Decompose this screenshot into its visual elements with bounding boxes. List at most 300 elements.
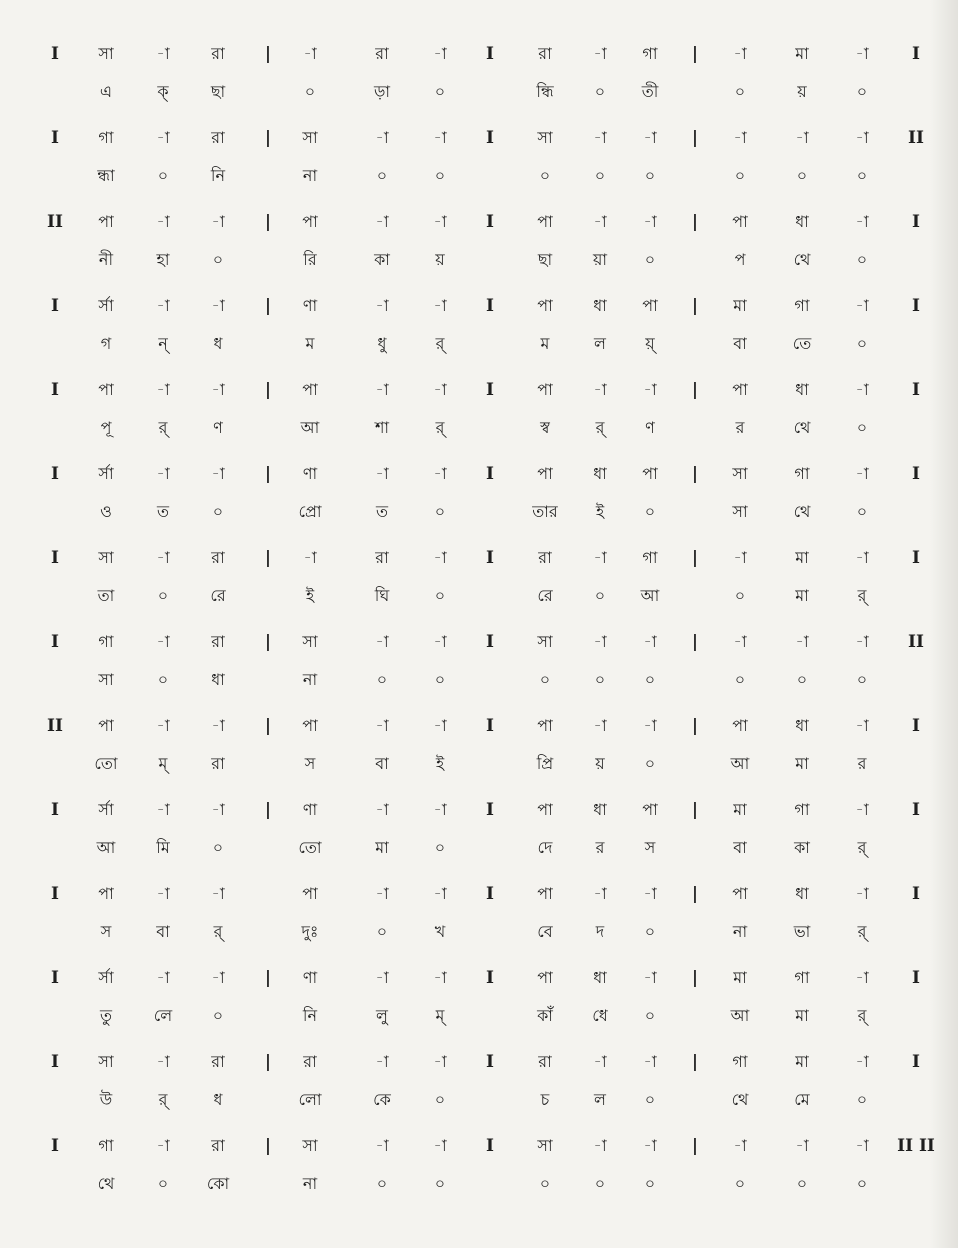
swara-note: -া xyxy=(593,128,607,147)
lyric-syllable: ০ xyxy=(856,1090,868,1109)
lyric-syllable: ০ xyxy=(212,838,224,857)
lyric-syllable: রি xyxy=(303,250,317,269)
swara-note: পা xyxy=(537,296,553,315)
swara-note: রা xyxy=(211,44,225,63)
lyric-row xyxy=(0,748,958,780)
lyric-syllable: পূ xyxy=(100,418,112,437)
lyric-syllable: ০ xyxy=(157,670,169,689)
lyric-syllable: মা xyxy=(375,838,389,857)
swara-note: -া xyxy=(643,1136,657,1155)
swara-note: -া xyxy=(375,968,389,987)
lyric-syllable: আ xyxy=(640,586,660,605)
bar-line: II xyxy=(47,716,63,736)
lyric-syllable: য় xyxy=(595,754,605,773)
swara-note: পা xyxy=(537,212,553,231)
lyric-syllable: রা xyxy=(211,754,225,773)
bar-line: I xyxy=(51,548,59,568)
lyric-syllable: সা xyxy=(98,670,114,689)
lyric-syllable: মা xyxy=(795,754,809,773)
lyric-syllable: বা xyxy=(375,754,389,773)
bar-line: I xyxy=(486,1052,494,1072)
swara-note: রা xyxy=(211,1136,225,1155)
swara-note: -া xyxy=(593,1136,607,1155)
swara-note: -া xyxy=(156,212,170,231)
lyric-syllable: ০ xyxy=(594,1174,606,1193)
lyric-syllable: ঘি xyxy=(374,586,390,605)
swara-row xyxy=(0,290,958,322)
swara-note: গা xyxy=(642,44,658,63)
swara-note: -া xyxy=(593,1052,607,1071)
lyric-syllable: ০ xyxy=(856,502,868,521)
swara-note: গা xyxy=(98,128,114,147)
swara-note: পা xyxy=(302,212,318,231)
lyric-syllable: মি xyxy=(156,838,170,857)
bar-line: | xyxy=(691,1052,699,1072)
lyric-syllable: শা xyxy=(374,418,390,437)
lyric-syllable: ০ xyxy=(212,1006,224,1025)
swara-note: -া xyxy=(643,968,657,987)
swara-row xyxy=(0,794,958,826)
lyric-syllable: ০ xyxy=(434,838,446,857)
lyric-syllable: ০ xyxy=(796,670,808,689)
swara-note: -া xyxy=(156,1136,170,1155)
lyric-syllable: য় xyxy=(797,82,807,101)
swara-row xyxy=(0,962,958,994)
swara-note: ধা xyxy=(593,464,607,483)
lyric-syllable: কো xyxy=(206,1174,230,1193)
swara-note: -া xyxy=(211,464,225,483)
swara-note: মা xyxy=(733,968,747,987)
notation-block xyxy=(0,710,958,796)
swara-note: -া xyxy=(433,1052,447,1071)
bar-line: I xyxy=(51,44,59,64)
swara-note: গা xyxy=(794,800,810,819)
bar-line: | xyxy=(691,800,699,820)
bar-line: I xyxy=(486,884,494,904)
lyric-syllable: ০ xyxy=(376,166,388,185)
bar-line: | xyxy=(264,548,272,568)
lyric-syllable: রে xyxy=(537,586,553,605)
swara-note: পা xyxy=(302,884,318,903)
lyric-syllable: য় xyxy=(435,250,445,269)
swara-note: -া xyxy=(433,464,447,483)
lyric-syllable: ক্ xyxy=(157,82,169,101)
lyric-syllable: ০ xyxy=(734,586,746,605)
lyric-syllable: ল xyxy=(594,1090,606,1109)
swara-note: মা xyxy=(795,44,809,63)
notation-block xyxy=(0,290,958,376)
swara-note: -া xyxy=(855,1136,869,1155)
bar-line: I xyxy=(912,548,920,568)
lyric-syllable: র্ xyxy=(857,586,867,605)
lyric-syllable: ০ xyxy=(539,166,551,185)
swara-note: -া xyxy=(855,1052,869,1071)
bar-line: | xyxy=(691,128,699,148)
lyric-syllable: ০ xyxy=(644,166,656,185)
swara-note: -া xyxy=(156,464,170,483)
lyric-syllable: ০ xyxy=(734,166,746,185)
lyric-syllable: কাঁ xyxy=(537,1006,553,1025)
lyric-syllable: ০ xyxy=(594,670,606,689)
lyric-syllable: য়া xyxy=(592,250,608,269)
lyric-syllable: ০ xyxy=(644,754,656,773)
bar-line: | xyxy=(691,464,699,484)
lyric-syllable: উ xyxy=(99,1090,113,1109)
lyric-syllable: প্রো xyxy=(298,502,322,521)
lyric-syllable: দে xyxy=(537,838,553,857)
swara-note: র্সা xyxy=(98,968,114,987)
lyric-syllable: চ xyxy=(540,1090,550,1109)
lyric-syllable: ০ xyxy=(644,1006,656,1025)
swara-note: -া xyxy=(433,632,447,651)
bar-line: I xyxy=(51,968,59,988)
lyric-syllable: ধ xyxy=(213,1090,223,1109)
swara-note: -া xyxy=(855,800,869,819)
bar-line: | xyxy=(691,212,699,232)
lyric-syllable: ০ xyxy=(734,82,746,101)
swara-note: ধা xyxy=(795,380,809,399)
swara-note: -া xyxy=(156,884,170,903)
swara-note: সা xyxy=(537,128,553,147)
lyric-syllable: ০ xyxy=(856,250,868,269)
bar-line: | xyxy=(691,968,699,988)
swara-note: -া xyxy=(643,380,657,399)
swara-note: পা xyxy=(732,716,748,735)
swara-note: রা xyxy=(375,548,389,567)
bar-line: I xyxy=(912,464,920,484)
swara-row xyxy=(0,1130,958,1162)
lyric-syllable: এ xyxy=(99,82,113,101)
bar-line: | xyxy=(264,296,272,316)
bar-line: I xyxy=(912,296,920,316)
lyric-syllable: খ xyxy=(434,922,446,941)
swara-note: রা xyxy=(211,548,225,567)
bar-line: | xyxy=(264,464,272,484)
swara-note: সা xyxy=(302,1136,318,1155)
lyric-syllable: তো xyxy=(94,754,118,773)
swara-note: -া xyxy=(433,548,447,567)
swara-note: ধা xyxy=(795,884,809,903)
swara-note: -া xyxy=(855,464,869,483)
swara-note: পা xyxy=(98,212,114,231)
lyric-syllable: তার xyxy=(532,502,558,521)
notation-block xyxy=(0,206,958,292)
swara-note: মা xyxy=(733,296,747,315)
swara-note: -া xyxy=(643,212,657,231)
lyric-syllable: ধা xyxy=(211,670,225,689)
lyric-row xyxy=(0,412,958,444)
swara-note: ণা xyxy=(302,968,318,987)
bar-line: I xyxy=(486,632,494,652)
bar-line: I xyxy=(51,800,59,820)
lyric-syllable: তী xyxy=(641,82,659,101)
bar-line: II II xyxy=(897,1136,935,1156)
bar-line: | xyxy=(264,632,272,652)
swara-note: গা xyxy=(98,632,114,651)
lyric-row xyxy=(0,1084,958,1116)
swara-note: -া xyxy=(643,632,657,651)
lyric-syllable: স xyxy=(100,922,112,941)
notation-block xyxy=(0,626,958,712)
lyric-syllable: ০ xyxy=(434,1090,446,1109)
lyric-syllable: র xyxy=(857,754,867,773)
bar-line: I xyxy=(486,716,494,736)
lyric-syllable: বা xyxy=(156,922,170,941)
lyric-syllable: নী xyxy=(98,250,114,269)
swara-note: পা xyxy=(642,800,658,819)
lyric-syllable: র্ xyxy=(435,418,445,437)
swara-row xyxy=(0,1046,958,1078)
lyric-syllable: ০ xyxy=(434,502,446,521)
bar-line: I xyxy=(51,1052,59,1072)
lyric-syllable: র্ xyxy=(158,1090,168,1109)
swara-note: পা xyxy=(537,800,553,819)
swara-note: পা xyxy=(302,380,318,399)
swara-note: -া xyxy=(433,380,447,399)
lyric-syllable: না xyxy=(302,1174,318,1193)
lyric-row xyxy=(0,244,958,276)
notation-block xyxy=(0,878,958,964)
lyric-syllable: ০ xyxy=(376,922,388,941)
swara-note: -া xyxy=(375,380,389,399)
swara-note: -া xyxy=(433,968,447,987)
lyric-syllable: ই xyxy=(595,502,605,521)
lyric-syllable: লু xyxy=(376,1006,388,1025)
lyric-syllable: হা xyxy=(156,250,170,269)
swara-note: র্সা xyxy=(98,464,114,483)
lyric-syllable: ০ xyxy=(594,82,606,101)
swara-note: -া xyxy=(156,44,170,63)
bar-line: I xyxy=(51,380,59,400)
swara-note: -া xyxy=(855,212,869,231)
lyric-syllable: দ xyxy=(595,922,605,941)
swara-note: -া xyxy=(855,968,869,987)
bar-line: I xyxy=(486,968,494,988)
bar-line: I xyxy=(912,380,920,400)
swara-note: ধা xyxy=(593,800,607,819)
lyric-syllable: ন্ধি xyxy=(536,82,554,101)
lyric-syllable: ও xyxy=(100,502,112,521)
bar-line: | xyxy=(264,212,272,232)
lyric-syllable: আ xyxy=(300,418,320,437)
lyric-syllable: ই xyxy=(305,586,315,605)
swara-note: -া xyxy=(593,44,607,63)
lyric-syllable: ছা xyxy=(537,250,553,269)
swara-note: -া xyxy=(433,212,447,231)
swara-note: -া xyxy=(643,884,657,903)
lyric-syllable: রে xyxy=(210,586,226,605)
swara-note: -া xyxy=(211,296,225,315)
swara-note: -া xyxy=(733,548,747,567)
swara-note: -া xyxy=(156,296,170,315)
lyric-syllable: ০ xyxy=(434,586,446,605)
swara-note: -া xyxy=(375,128,389,147)
notation-block xyxy=(0,374,958,460)
bar-line: I xyxy=(51,464,59,484)
swara-note: -া xyxy=(433,44,447,63)
swara-note: -া xyxy=(795,128,809,147)
bar-line: | xyxy=(264,716,272,736)
bar-line: | xyxy=(691,380,699,400)
bar-line: I xyxy=(486,548,494,568)
swara-row xyxy=(0,542,958,574)
lyric-syllable: ড়া xyxy=(373,82,391,101)
bar-line: | xyxy=(691,548,699,568)
lyric-row xyxy=(0,76,958,108)
lyric-syllable: ০ xyxy=(644,502,656,521)
swara-row xyxy=(0,206,958,238)
swara-note: রা xyxy=(375,44,389,63)
bar-line: | xyxy=(264,800,272,820)
lyric-syllable: ০ xyxy=(212,250,224,269)
swara-note: রা xyxy=(538,44,552,63)
lyric-syllable: ০ xyxy=(539,1174,551,1193)
bar-line: I xyxy=(486,296,494,316)
swara-note: -া xyxy=(303,44,317,63)
lyric-syllable: ০ xyxy=(434,1174,446,1193)
swara-note: রা xyxy=(538,1052,552,1071)
swara-note: -া xyxy=(375,212,389,231)
swara-note: -া xyxy=(593,884,607,903)
swara-note: -া xyxy=(855,716,869,735)
lyric-syllable: ০ xyxy=(856,670,868,689)
lyric-syllable: ত xyxy=(375,502,389,521)
swara-note: -া xyxy=(156,632,170,651)
lyric-syllable: আ xyxy=(96,838,116,857)
bar-line: | xyxy=(264,1052,272,1072)
lyric-row xyxy=(0,328,958,360)
notation-block xyxy=(0,794,958,880)
swara-note: ধা xyxy=(795,716,809,735)
swara-note: -া xyxy=(211,380,225,399)
lyric-syllable: ণ xyxy=(213,418,223,437)
lyric-syllable: ০ xyxy=(856,418,868,437)
swara-note: -া xyxy=(795,632,809,651)
bar-line: I xyxy=(912,1052,920,1072)
notation-block xyxy=(0,1046,958,1132)
lyric-syllable: ধে xyxy=(592,1006,608,1025)
swara-note: -া xyxy=(593,632,607,651)
lyric-row xyxy=(0,664,958,696)
swara-note: -া xyxy=(211,884,225,903)
lyric-syllable: ত xyxy=(156,502,170,521)
lyric-syllable: য়্ xyxy=(645,334,655,353)
bar-line: | xyxy=(691,884,699,904)
notation-block xyxy=(0,458,958,544)
bar-line: | xyxy=(691,716,699,736)
notation-block xyxy=(0,122,958,208)
bar-line: I xyxy=(912,716,920,736)
lyric-syllable: তা xyxy=(97,586,115,605)
bar-line: I xyxy=(912,968,920,988)
swara-note: গা xyxy=(732,1052,748,1071)
lyric-syllable: র xyxy=(735,418,745,437)
swara-note: -া xyxy=(375,464,389,483)
swara-note: রা xyxy=(303,1052,317,1071)
swara-note: -া xyxy=(211,968,225,987)
swara-note: -া xyxy=(855,44,869,63)
lyric-row xyxy=(0,580,958,612)
lyric-syllable: থে xyxy=(97,1174,115,1193)
notation-block xyxy=(0,1130,958,1216)
swara-note: -া xyxy=(733,128,747,147)
lyric-syllable: ০ xyxy=(212,502,224,521)
lyric-syllable: না xyxy=(732,922,748,941)
swara-note: পা xyxy=(98,716,114,735)
notation-block xyxy=(0,962,958,1048)
lyric-syllable: ছা xyxy=(210,82,226,101)
lyric-syllable: ০ xyxy=(434,166,446,185)
bar-line: I xyxy=(51,632,59,652)
lyric-syllable: র xyxy=(595,838,605,857)
lyric-syllable: ০ xyxy=(734,1174,746,1193)
swara-note: -া xyxy=(593,212,607,231)
lyric-syllable: ০ xyxy=(304,82,316,101)
swara-note: -া xyxy=(855,548,869,567)
swara-note: পা xyxy=(98,380,114,399)
swara-note: রা xyxy=(211,128,225,147)
swara-note: ধা xyxy=(593,968,607,987)
lyric-row xyxy=(0,916,958,948)
lyric-syllable: প্রি xyxy=(536,754,554,773)
swara-note: মা xyxy=(733,800,747,819)
lyric-syllable: না xyxy=(302,670,318,689)
lyric-syllable: দুঃ xyxy=(301,922,319,941)
lyric-syllable: ০ xyxy=(644,1174,656,1193)
swara-note: -া xyxy=(211,800,225,819)
swara-note: -া xyxy=(156,800,170,819)
lyric-syllable: ০ xyxy=(434,670,446,689)
swara-note: পা xyxy=(732,884,748,903)
bar-line: I xyxy=(912,44,920,64)
swara-note: -া xyxy=(156,716,170,735)
lyric-syllable: ণ xyxy=(645,418,655,437)
lyric-syllable: ০ xyxy=(157,1174,169,1193)
swara-note: গা xyxy=(794,464,810,483)
swara-note: সা xyxy=(98,548,114,567)
swara-note: পা xyxy=(537,716,553,735)
lyric-syllable: ০ xyxy=(539,670,551,689)
lyric-row xyxy=(0,1168,958,1200)
lyric-syllable: না xyxy=(302,166,318,185)
bar-line: | xyxy=(264,1136,272,1156)
swara-note: পা xyxy=(732,380,748,399)
lyric-syllable: ভা xyxy=(793,922,811,941)
swara-note: পা xyxy=(537,464,553,483)
lyric-syllable: ই xyxy=(435,754,445,773)
bar-line: I xyxy=(912,800,920,820)
swara-note: -া xyxy=(733,632,747,651)
swara-note: -া xyxy=(156,968,170,987)
bar-line: | xyxy=(691,296,699,316)
swara-note: -া xyxy=(643,716,657,735)
swara-note: সা xyxy=(537,632,553,651)
swara-row xyxy=(0,710,958,742)
bar-line: I xyxy=(51,1136,59,1156)
lyric-syllable: কা xyxy=(794,838,810,857)
lyric-syllable: র্ xyxy=(158,418,168,437)
lyric-syllable: স্ব xyxy=(540,418,550,437)
swara-note: মা xyxy=(795,1052,809,1071)
swara-note: সা xyxy=(302,128,318,147)
swara-note: -া xyxy=(433,800,447,819)
lyric-syllable: ম xyxy=(305,334,315,353)
notation-block xyxy=(0,38,958,124)
lyric-syllable: ল xyxy=(594,334,606,353)
swara-note: -া xyxy=(643,128,657,147)
swara-note: -া xyxy=(375,1136,389,1155)
swara-note: সা xyxy=(302,632,318,651)
